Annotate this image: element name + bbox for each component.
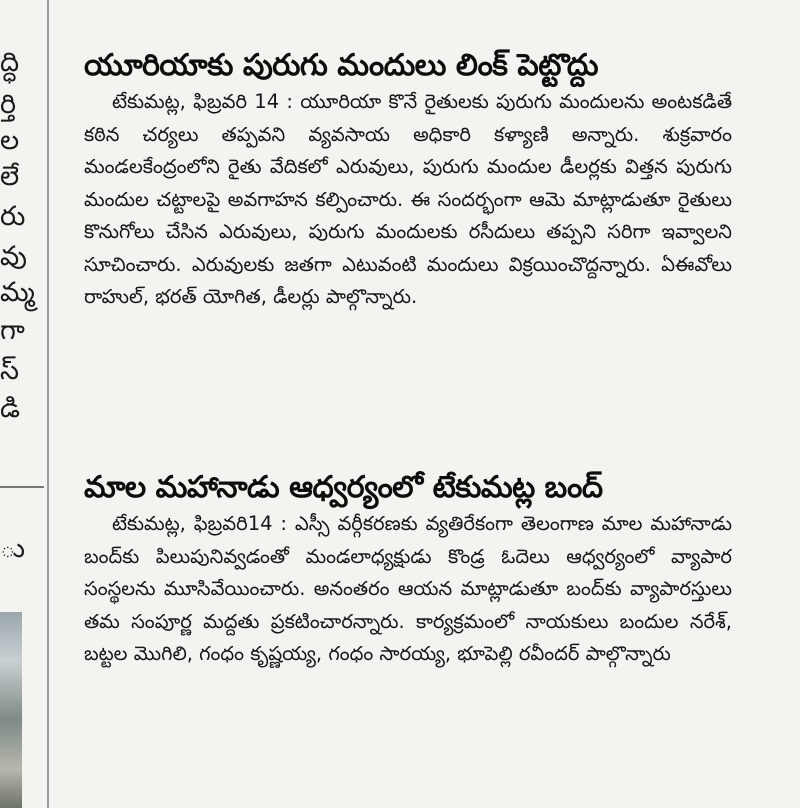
- adjacent-column-text: లే: [0, 161, 20, 192]
- adjacent-column-text: స్: [0, 355, 19, 386]
- adjacent-column-fragment: [0, 0, 44, 808]
- article-2-headline: మాల మహానాడు ఆధ్వర్యంలో టేకుమట్ల బంద్: [84, 470, 603, 506]
- column-rule: [47, 0, 49, 808]
- column-divider: [0, 486, 44, 488]
- article-1-headline: యూరియాకు పురుగు మందులు లింక్ పెట్టొద్దు: [84, 48, 598, 84]
- article-1-text: యూరియా కొనే రైతులకు పురుగు మందులను అంటకడితే కఠిన చర్యలు తప్పవని వ్యవసాయ అధికారి కళ్యాణి అన్నారు. శుక్రవారం మండలకేంద్రంలోని రైతు వేదికలో ఎరువులు, పురుగు మందుల డీలర్లకు విత్తన పురుగు మందుల చట్టాలపై అవగాహన కల్పించారు. ఈ సందర్భంగా ఆమె మాట్లాడుతూ రైతులు కొనుగోలు చేసిన ఎరువులు, పురుగు మందులకు రసీదులు తప్పని సరిగా ఇవ్వాలని సూచించారు. ఎరువులకు జతగా ఎటువంటి మందులు విక్రయించొద్దన్నారు. ఏఈవోలు రాహుల్, భరత్ యోగిత, డీలర్లు పాల్గొన్నారు.: [84, 90, 732, 308]
- article-2-dateline: టేకుమట్ల, ఫిబ్రవరి14 :: [112, 512, 287, 535]
- cropped-next-headline: [84, 788, 724, 808]
- article-1-body: [84, 86, 732, 314]
- adjacent-column-text: రు: [0, 201, 26, 232]
- adjacent-column-text: ద్ధి: [0, 47, 20, 78]
- adjacent-column-text: ర్తి: [0, 89, 17, 120]
- adjacent-column-text: ు: [0, 533, 25, 564]
- article-2-paragraph: [84, 508, 732, 671]
- article-2-text: ఎస్సీ వర్గీకరణకు వ్యతిరేకంగా తెలంగాణ మాల మహానాడు బంద్‌కు పిలుపునివ్వడంతో మండలాధ్యక్షుడు కొండ్ర ఓదెలు ఆధ్వర్యంలో వ్యాపార సంస్థలను మూసివేయించారు. అనంతరం ఆయన మాట్లాడుతూ బంద్‌కు వ్యాపారస్తులు తమ సంపూర్ణ మద్దతు ప్రకటించారన్నారు. కార్యక్రమంలో నాయకులు బందుల నరేశ్, బట్టల మొగిలి, గంధం కృష్ణయ్య, గంధం సారయ్య, భూపెల్లి రవీందర్ పాల్గొన్నారు: [84, 512, 732, 665]
- article-1-dateline: టేకుమట్ల, ఫిబ్రవరి 14 :: [112, 90, 293, 113]
- article-2-body: [84, 508, 732, 671]
- adjacent-photo-fragment: [0, 612, 22, 808]
- adjacent-column-text: వు: [0, 241, 27, 272]
- adjacent-column-text: గా: [0, 315, 25, 346]
- cropped-previous-text: [84, 0, 384, 8]
- adjacent-column-text: డి: [0, 393, 20, 424]
- article-1-paragraph: [84, 86, 732, 314]
- adjacent-column-text: మ్మ: [0, 277, 35, 308]
- adjacent-column-text: ల: [0, 125, 20, 156]
